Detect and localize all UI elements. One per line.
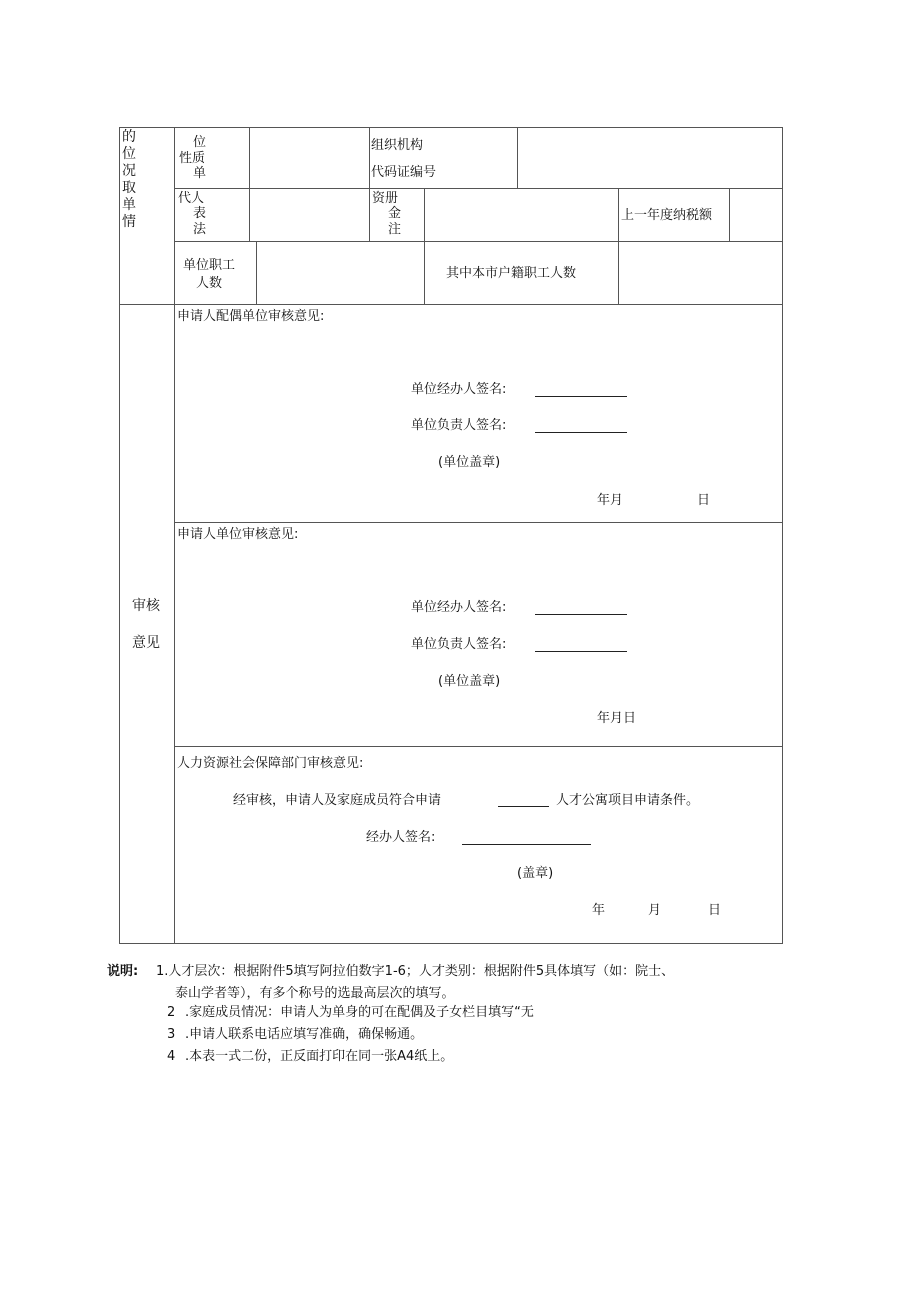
applicant-unit-handler-sign-line[interactable] [535, 601, 627, 615]
review-side-label-2: 意见 [132, 635, 160, 651]
section-divider [119, 304, 783, 305]
applicant-unit-leader-sign-line[interactable] [535, 638, 627, 652]
hr-dept-handler-sign-label: 经办人签名: [366, 830, 436, 845]
note-2-text: .家庭成员情况：申请人为单身的可在配偶及子女栏目填写“无 [185, 1005, 534, 1020]
spouse-unit-handler-sign-line[interactable] [535, 383, 627, 397]
spouse-unit-review-title: 申请人配偶单位审核意见: [177, 309, 325, 324]
note-4-number: 4 [167, 1049, 176, 1064]
spouse-unit-handler-sign-label: 单位经办人签名: [411, 382, 507, 397]
table-border-left [119, 127, 120, 944]
label-column-divider [174, 127, 175, 944]
hr-dept-review-title: 人力资源社会保障部门审核意见: [177, 756, 364, 771]
tax-value[interactable] [730, 189, 782, 241]
label-line: 法 [193, 222, 207, 237]
review-divider [174, 746, 783, 747]
note-3-number: 3 [167, 1027, 176, 1042]
spouse-unit-seal: (单位盖章) [438, 455, 501, 470]
applicant-unit-review-title: 申请人单位审核意见: [177, 527, 299, 542]
table-border-right [782, 127, 783, 944]
applicant-unit-leader-sign-label: 单位负责人签名: [411, 637, 507, 652]
unit-info-side-label: 的 位 况 取 单 情 [122, 129, 136, 230]
label-line: 金 [388, 206, 402, 221]
applicant-unit-date: 年月日 [597, 711, 637, 726]
spouse-unit-date-day: 日 [697, 493, 711, 508]
label-line: 单位职工 [183, 258, 236, 273]
hr-dept-date-day: 日 [708, 903, 722, 918]
registered-capital-value[interactable] [425, 189, 618, 241]
unit-nature-value[interactable] [250, 128, 369, 188]
hr-dept-project-blank[interactable] [498, 793, 549, 807]
review-divider [174, 522, 783, 523]
spouse-unit-date-year-month: 年月 [597, 493, 624, 508]
employee-count-value[interactable] [257, 242, 424, 304]
applicant-unit-seal: (单位盖章) [438, 674, 501, 689]
note-1-line-2: 泰山学者等），有多个称号的选最高层次的填写。 [175, 986, 455, 1001]
label-line: 代人 [178, 191, 205, 206]
notes-label: 说明: [107, 964, 139, 979]
note-3-text: .申请人联系电话应填写准确，确保畅通。 [185, 1027, 424, 1042]
spouse-unit-leader-sign-label: 单位负责人签名: [411, 418, 507, 433]
label-line: 代码证编号 [371, 165, 437, 180]
label-line: 资册 [372, 191, 399, 206]
table-border-bottom [119, 943, 783, 944]
label-line: 人数 [196, 276, 223, 291]
label-line: 性质 [179, 151, 206, 166]
local-employee-count-label: 其中本市户籍职工人数 [446, 266, 577, 281]
label-line: 注 [388, 222, 402, 237]
spouse-unit-leader-sign-line[interactable] [535, 419, 627, 433]
hr-dept-seal: (盖章) [517, 866, 554, 881]
hr-dept-statement-suffix: 人才公寓项目申请条件。 [556, 793, 700, 808]
tax-label: 上一年度纳税额 [621, 208, 713, 223]
review-side-label-1: 审核 [132, 598, 160, 614]
cell-divider [369, 127, 370, 241]
local-employee-count-value[interactable] [619, 242, 782, 304]
legal-representative-value[interactable] [250, 189, 369, 241]
note-4-text: .本表一式二份，正反面打印在同一张A4纸上。 [185, 1049, 454, 1064]
label-line: 位 [193, 135, 207, 150]
note-2-number: 2 [167, 1005, 176, 1020]
label-line: 表 [193, 206, 207, 221]
applicant-unit-handler-sign-label: 单位经办人签名: [411, 600, 507, 615]
org-code-value[interactable] [518, 128, 782, 188]
hr-dept-date-month: 月 [648, 903, 662, 918]
hr-dept-date-year: 年 [592, 903, 606, 918]
label-line: 组织机构 [371, 138, 424, 153]
label-line: 单 [193, 166, 207, 181]
note-1-line-1: 1.人才层次：根据附件5填写阿拉伯数字1-6；人才类别：根据附件5具体填写（如：院士、 [156, 964, 675, 979]
hr-dept-handler-sign-line[interactable] [462, 831, 591, 845]
hr-dept-statement-prefix: 经审核，申请人及家庭成员符合申请 [233, 793, 442, 808]
